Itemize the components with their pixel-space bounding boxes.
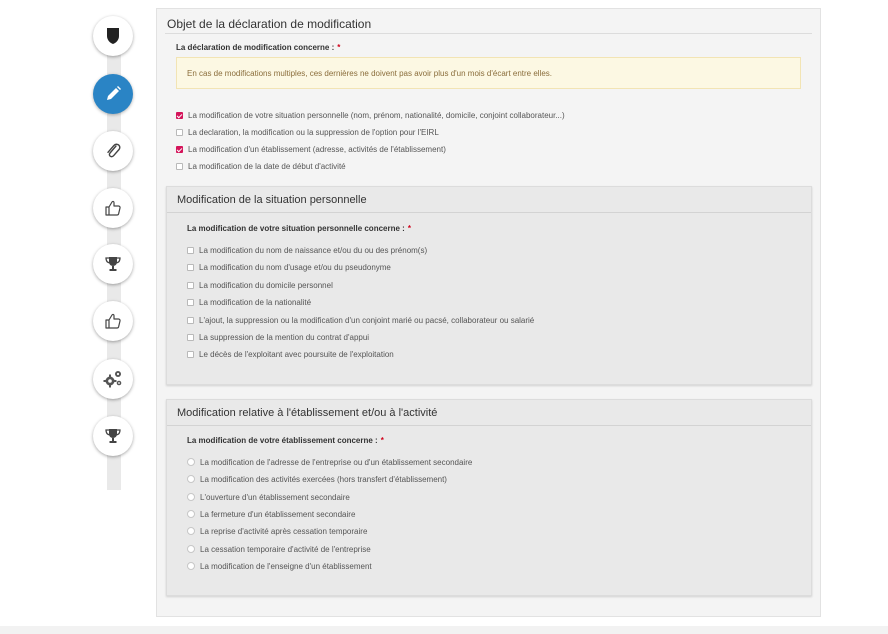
checkbox-option[interactable] (176, 109, 565, 121)
radio[interactable] (187, 475, 195, 483)
checkbox-option[interactable] (176, 126, 439, 138)
option-label: La modification des activités exercées (hors transfert d'établissement) (200, 474, 447, 484)
option-label: L'ouverture d'un établissement secondaire (200, 492, 350, 502)
trophy-icon (103, 254, 123, 274)
step-validation[interactable] (93, 188, 133, 228)
thumbs-up-icon (103, 198, 123, 218)
page-footer (0, 626, 888, 634)
option-label: La reprise d'activité après cessation temporaire (200, 526, 368, 536)
step-confirmation[interactable] (93, 301, 133, 341)
subsection-question-text: La modification de votre situation personnelle concerne : (187, 224, 405, 233)
gears-icon (102, 369, 124, 389)
checkbox[interactable] (187, 334, 194, 341)
step-modification[interactable] (93, 74, 133, 114)
option-label: La modification de la date de début d'activité (188, 161, 346, 171)
section-question-text: La déclaration de modification concerne : (176, 43, 335, 52)
subsection-question (187, 436, 384, 445)
option-label: La cessation temporaire d'activité de l'entreprise (200, 544, 371, 554)
checkbox-option[interactable] (187, 261, 391, 273)
option-label: La fermeture d'un établissement secondaire (200, 509, 356, 519)
section-title: Objet de la déclaration de modification (167, 17, 372, 31)
subsection-divider (167, 212, 811, 213)
checkbox[interactable] (187, 299, 194, 306)
radio-option[interactable] (187, 456, 472, 468)
radio[interactable] (187, 493, 195, 501)
step-identity[interactable] (93, 16, 133, 56)
required-marker: * (337, 43, 341, 52)
option-label: La declaration, la modification ou la suppression de l'option pour l'EIRL (188, 127, 439, 137)
option-label: La modification du nom de naissance et/ou du ou des prénom(s) (199, 245, 428, 255)
option-label: La suppression de la mention du contrat d'appui (199, 332, 370, 342)
pencil-icon (103, 84, 123, 104)
radio[interactable] (187, 562, 195, 570)
radio[interactable] (187, 545, 195, 553)
checkbox-option[interactable] (187, 279, 333, 291)
radio-option[interactable] (187, 491, 350, 503)
checkbox[interactable] (187, 351, 194, 358)
subsection-title: Modification relative à l'établissement et/ou à l'activité (177, 407, 438, 419)
shield-icon (105, 27, 121, 45)
checkbox[interactable] (176, 129, 183, 136)
step-attachments[interactable] (93, 131, 133, 171)
radio-option[interactable] (187, 473, 447, 485)
checkbox-option[interactable] (187, 244, 427, 256)
option-label: Le décès de l'exploitant avec poursuite de l'exploitation (199, 349, 394, 359)
checkbox[interactable] (187, 282, 194, 289)
paperclip-icon (104, 141, 122, 161)
checkbox[interactable] (176, 163, 183, 170)
subsection-title: Modification de la situation personnelle (177, 194, 367, 206)
checkbox-option[interactable] (176, 160, 346, 172)
radio-option[interactable] (187, 560, 372, 572)
radio[interactable] (187, 510, 195, 518)
radio[interactable] (187, 458, 195, 466)
subsection-question (187, 224, 411, 233)
radio-option[interactable] (187, 525, 367, 537)
option-label: La modification d'un établissement (adresse, activités de l'établissement) (188, 144, 446, 154)
step-final[interactable] (93, 416, 133, 456)
establishment-section (166, 399, 812, 596)
option-label: La modification de votre situation personnelle (nom, prénom, nationalité, domicile, conjoint collaborateur...) (188, 110, 565, 120)
checkbox-option[interactable] (187, 314, 534, 326)
checkbox-option[interactable] (187, 331, 369, 343)
step-result[interactable] (93, 244, 133, 284)
radio[interactable] (187, 527, 195, 535)
radio-option[interactable] (187, 508, 355, 520)
checkbox[interactable] (176, 112, 183, 119)
checkbox-option[interactable] (187, 296, 311, 308)
checkbox[interactable] (187, 264, 194, 271)
trophy-icon (103, 426, 123, 446)
checkbox[interactable] (187, 317, 194, 324)
required-marker: * (407, 224, 411, 233)
subsection-divider (167, 425, 811, 426)
info-alert: En cas de modifications multiples, ces dernières ne doivent pas avoir plus d'un mois d'écart entre elles. (176, 57, 801, 89)
modification-panel (156, 8, 821, 617)
checkbox[interactable] (187, 247, 194, 254)
radio-option[interactable] (187, 543, 371, 555)
checkbox-option[interactable] (176, 143, 446, 155)
option-label: La modification de l'enseigne d'un établissement (200, 561, 372, 571)
section-divider (165, 33, 812, 34)
option-label: La modification du nom d'usage et/ou du pseudonyme (199, 262, 391, 272)
step-processing[interactable] (93, 359, 133, 399)
section-question (176, 43, 340, 52)
thumbs-up-icon (103, 311, 123, 331)
personal-situation-section (166, 186, 812, 385)
option-label: La modification de la nationalité (199, 297, 312, 307)
checkbox[interactable] (176, 146, 183, 153)
subsection-question-text: La modification de votre établissement concerne : (187, 436, 378, 445)
option-label: La modification du domicile personnel (199, 280, 333, 290)
option-label: La modification de l'adresse de l'entreprise ou d'un établissement secondaire (200, 457, 473, 467)
required-marker: * (380, 436, 384, 445)
option-label: L'ajout, la suppression ou la modification d'un conjoint marié ou pacsé, collaborateur ou salarié (199, 315, 535, 325)
checkbox-option[interactable] (187, 348, 394, 360)
